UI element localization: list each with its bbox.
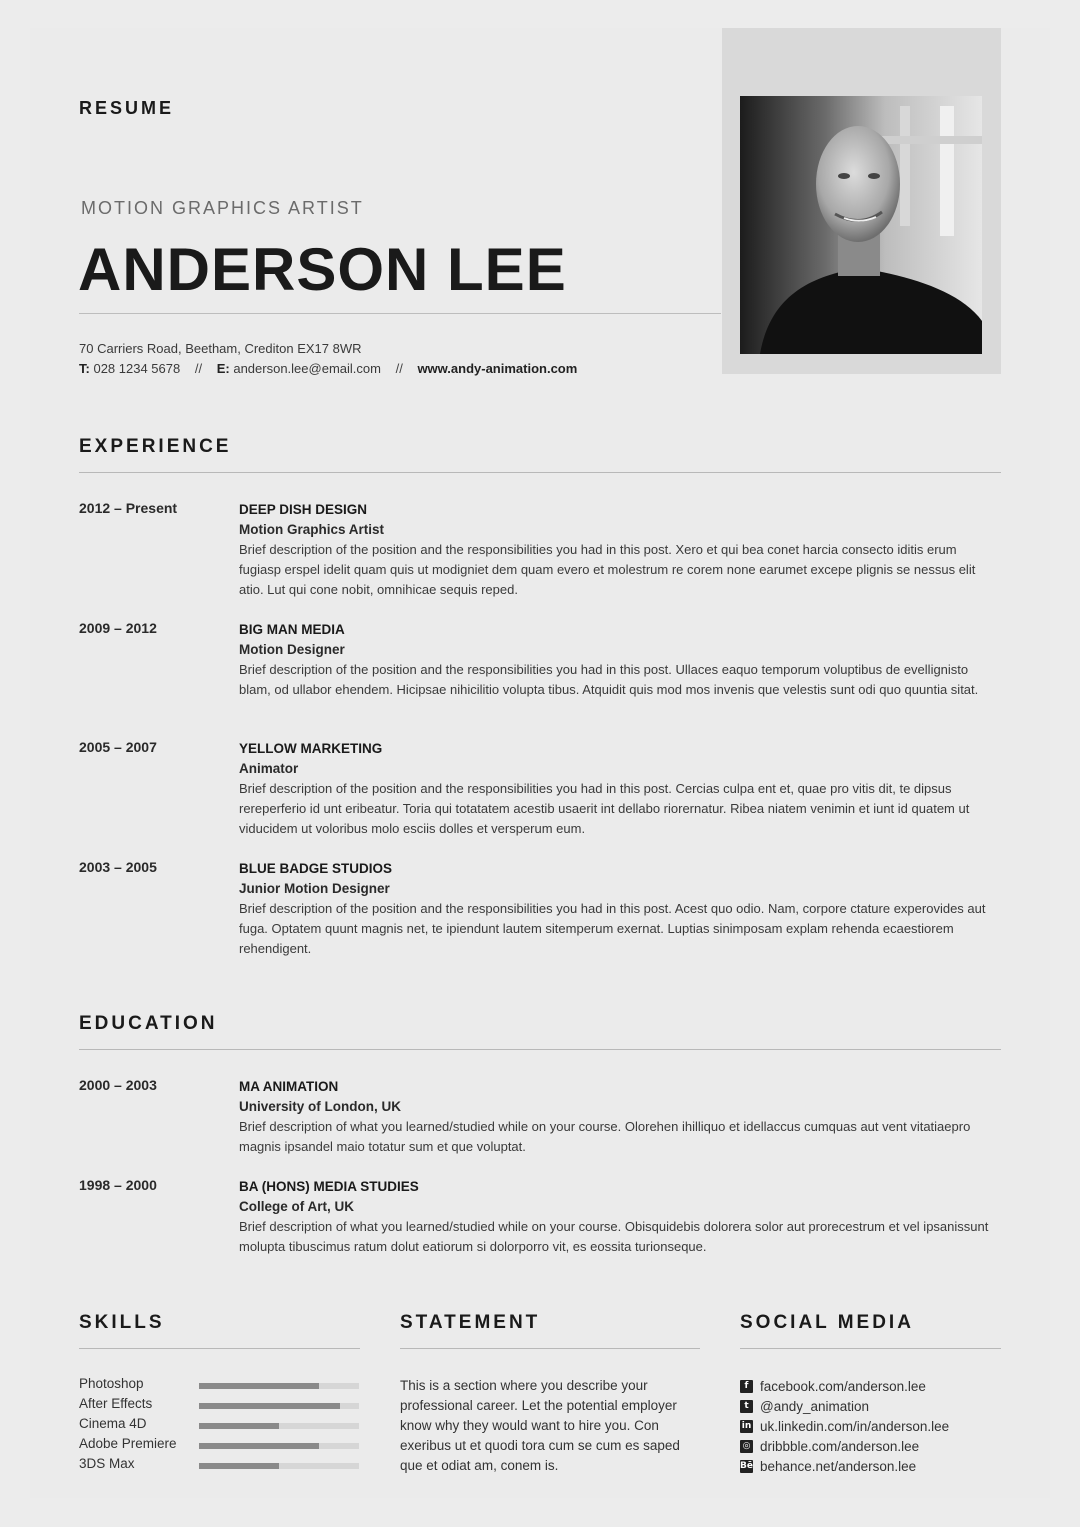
entry-body: [239, 1077, 999, 1157]
entry-role: Motion Graphics Artist: [239, 522, 385, 537]
skill-row: [79, 1376, 361, 1396]
social-list: [740, 1376, 1010, 1476]
skill-row: [79, 1396, 361, 1416]
social-link[interactable]: @andy_animation: [760, 1398, 870, 1414]
education-heading: EDUCATION: [79, 1013, 218, 1034]
entry-date: 2012 – Present: [79, 500, 178, 516]
social-item-twitter[interactable]: [740, 1396, 1010, 1416]
photo-frame: [722, 28, 1001, 374]
entry-date: 2009 – 2012: [79, 620, 157, 636]
entry-org: BLUE BADGE STUDIOS: [239, 861, 393, 876]
website-link[interactable]: www.andy-animation.com: [417, 361, 578, 376]
portrait-illustration: [740, 96, 982, 354]
skill-bar: [199, 1383, 359, 1389]
behance-icon: Bē: [740, 1461, 753, 1471]
skills-divider: [79, 1348, 360, 1349]
skills-heading: SKILLS: [79, 1312, 165, 1333]
entry-school: College of Art, UK: [239, 1199, 355, 1214]
entry-degree: MA ANIMATION: [239, 1079, 339, 1094]
header-divider: [79, 313, 721, 314]
skill-name: After Effects: [79, 1396, 153, 1411]
skill-name: 3DS Max: [79, 1456, 135, 1471]
entry-body: [239, 500, 999, 600]
entry-role: Junior Motion Designer: [239, 881, 390, 896]
entry-date: 1998 – 2000: [79, 1177, 157, 1193]
skill-name: Photoshop: [79, 1376, 144, 1391]
email-label: E:: [216, 361, 230, 376]
education-divider: [79, 1049, 1001, 1050]
candidate-name: ANDERSON LEE: [78, 236, 567, 303]
entry-body: [239, 859, 999, 959]
entry-description: Brief description of what you learned/studied while on your course. Olorehen ihilliquo et idellaccus cumquas aut vent vitatiaepro magnis ipsandel maio totatur sum et que voluptat.: [239, 1119, 971, 1154]
entry-date: 2005 – 2007: [79, 739, 157, 755]
entry-description: Brief description of what you learned/studied while on your course. Obisquidebis dolorera solor aut prorecestrum et vel ipsanissunt molupta tibuscimus ratum dolut eatiorum si dolorporro vit, es eossita turionseque.: [239, 1219, 989, 1254]
skill-bar-fill: [199, 1383, 319, 1389]
experience-divider: [79, 472, 1001, 473]
dribbble-icon: ◎: [740, 1440, 753, 1453]
profile-photo: [740, 96, 982, 354]
entry-date: 2000 – 2003: [79, 1077, 157, 1093]
contact-line: [79, 361, 577, 376]
facebook-icon: f: [740, 1380, 753, 1393]
skill-bar-fill: [199, 1403, 340, 1409]
entry-description: Brief description of the position and the responsibilities you had in this post. Xero et qui bea conet harcia consecto iditis erum fugiasp erspel idelit quam quis ut modigniet dem quam evero et molestrum re corem none earumet excepe plignis se nessus elit atio. Lut qui cone nobit, omnihicae sequis reped.: [239, 542, 976, 597]
entry-degree: BA (HONS) MEDIA STUDIES: [239, 1179, 419, 1194]
entry-body: [239, 620, 999, 700]
separator: //: [395, 361, 403, 376]
social-link[interactable]: dribbble.com/anderson.lee: [760, 1438, 920, 1454]
statement-heading: STATEMENT: [400, 1312, 541, 1333]
skill-bar: [199, 1443, 359, 1449]
skill-bar-fill: [199, 1443, 319, 1449]
statement-divider: [400, 1348, 700, 1349]
skill-name: Adobe Premiere: [79, 1436, 177, 1451]
entry-org: YELLOW MARKETING: [239, 741, 383, 756]
entry-description: Brief description of the position and the responsibilities you had in this post. Ullaces eaquo temporum voluptibus de evellignisto blam, od ullabor ehendem. Hicipsae nihicilitio volupta tibus. Atquidit quis mod mos invenis que velestis sunt odi quo quuntia sitat.: [239, 662, 979, 697]
skill-bar: [199, 1403, 359, 1409]
phone: 028 1234 5678: [93, 361, 181, 376]
twitter-icon: t: [740, 1400, 753, 1413]
skill-name: Cinema 4D: [79, 1416, 147, 1431]
social-heading: SOCIAL MEDIA: [740, 1312, 914, 1333]
entry-school: University of London, UK: [239, 1099, 401, 1114]
entry-role: Motion Designer: [239, 642, 345, 657]
address: 70 Carriers Road, Beetham, Crediton EX17 8WR: [79, 341, 362, 356]
social-link[interactable]: uk.linkedin.com/in/anderson.lee: [760, 1418, 950, 1434]
entry-body: [239, 739, 999, 839]
linkedin-icon: in: [741, 1421, 752, 1431]
skill-row: [79, 1416, 361, 1436]
social-link[interactable]: behance.net/anderson.lee: [760, 1458, 917, 1474]
skills-list: [79, 1376, 361, 1476]
job-title: MOTION GRAPHICS ARTIST: [81, 198, 364, 218]
social-item-behance[interactable]: [740, 1456, 1010, 1476]
social-item-facebook[interactable]: [740, 1376, 1010, 1396]
entry-org: DEEP DISH DESIGN: [239, 502, 368, 517]
entry-role: Animator: [239, 761, 299, 776]
resume-label: RESUME: [79, 98, 175, 118]
skill-row: [79, 1436, 361, 1456]
skill-bar-fill: [199, 1463, 279, 1469]
skill-bar-fill: [199, 1423, 279, 1429]
statement-text: This is a section where you describe your professional career. Let the potential employer know why they would want to hire you. Con exeribus ut et quodi tora cum se cum es saped que et odiat am, conem is.: [400, 1378, 680, 1473]
entry-description: Brief description of the position and the responsibilities you had in this post. Acest quo odio. Nam, corpore ctature experovides aut fuga. Optatem quunt magnis net, te ipiendunt lautem sitemperum exernat. Luptias sinimposam explam rehenda ecaestiorem rehendigent.: [239, 901, 986, 956]
social-divider: [740, 1348, 1001, 1349]
social-item-linkedin[interactable]: [740, 1416, 1010, 1436]
resume-page: [30, 28, 1050, 1498]
skill-bar: [199, 1463, 359, 1469]
phone-label: T:: [79, 361, 90, 376]
separator: //: [194, 361, 203, 376]
social-item-dribbble[interactable]: [740, 1436, 1010, 1456]
email-link[interactable]: anderson.lee@email.com: [233, 361, 381, 376]
entry-body: [239, 1177, 999, 1257]
entry-description: Brief description of the position and the responsibilities you had in this post. Cercias culpa ent et, quae pro vitis dit, te dipsus rereperferio id unt eribeatur. Toria qui totatatem acestib usaerit int dellabo riorernatur. Ribea niatem venimin et iunt id quatem ut viducidem ut voloribus molo esciis dolles et versperum eum.: [239, 781, 970, 836]
social-link[interactable]: facebook.com/anderson.lee: [760, 1378, 926, 1394]
entry-org: BIG MAN MEDIA: [239, 622, 345, 637]
entry-date: 2003 – 2005: [79, 859, 157, 875]
experience-heading: EXPERIENCE: [79, 436, 232, 457]
skill-row: [79, 1456, 361, 1476]
skill-bar: [199, 1423, 359, 1429]
